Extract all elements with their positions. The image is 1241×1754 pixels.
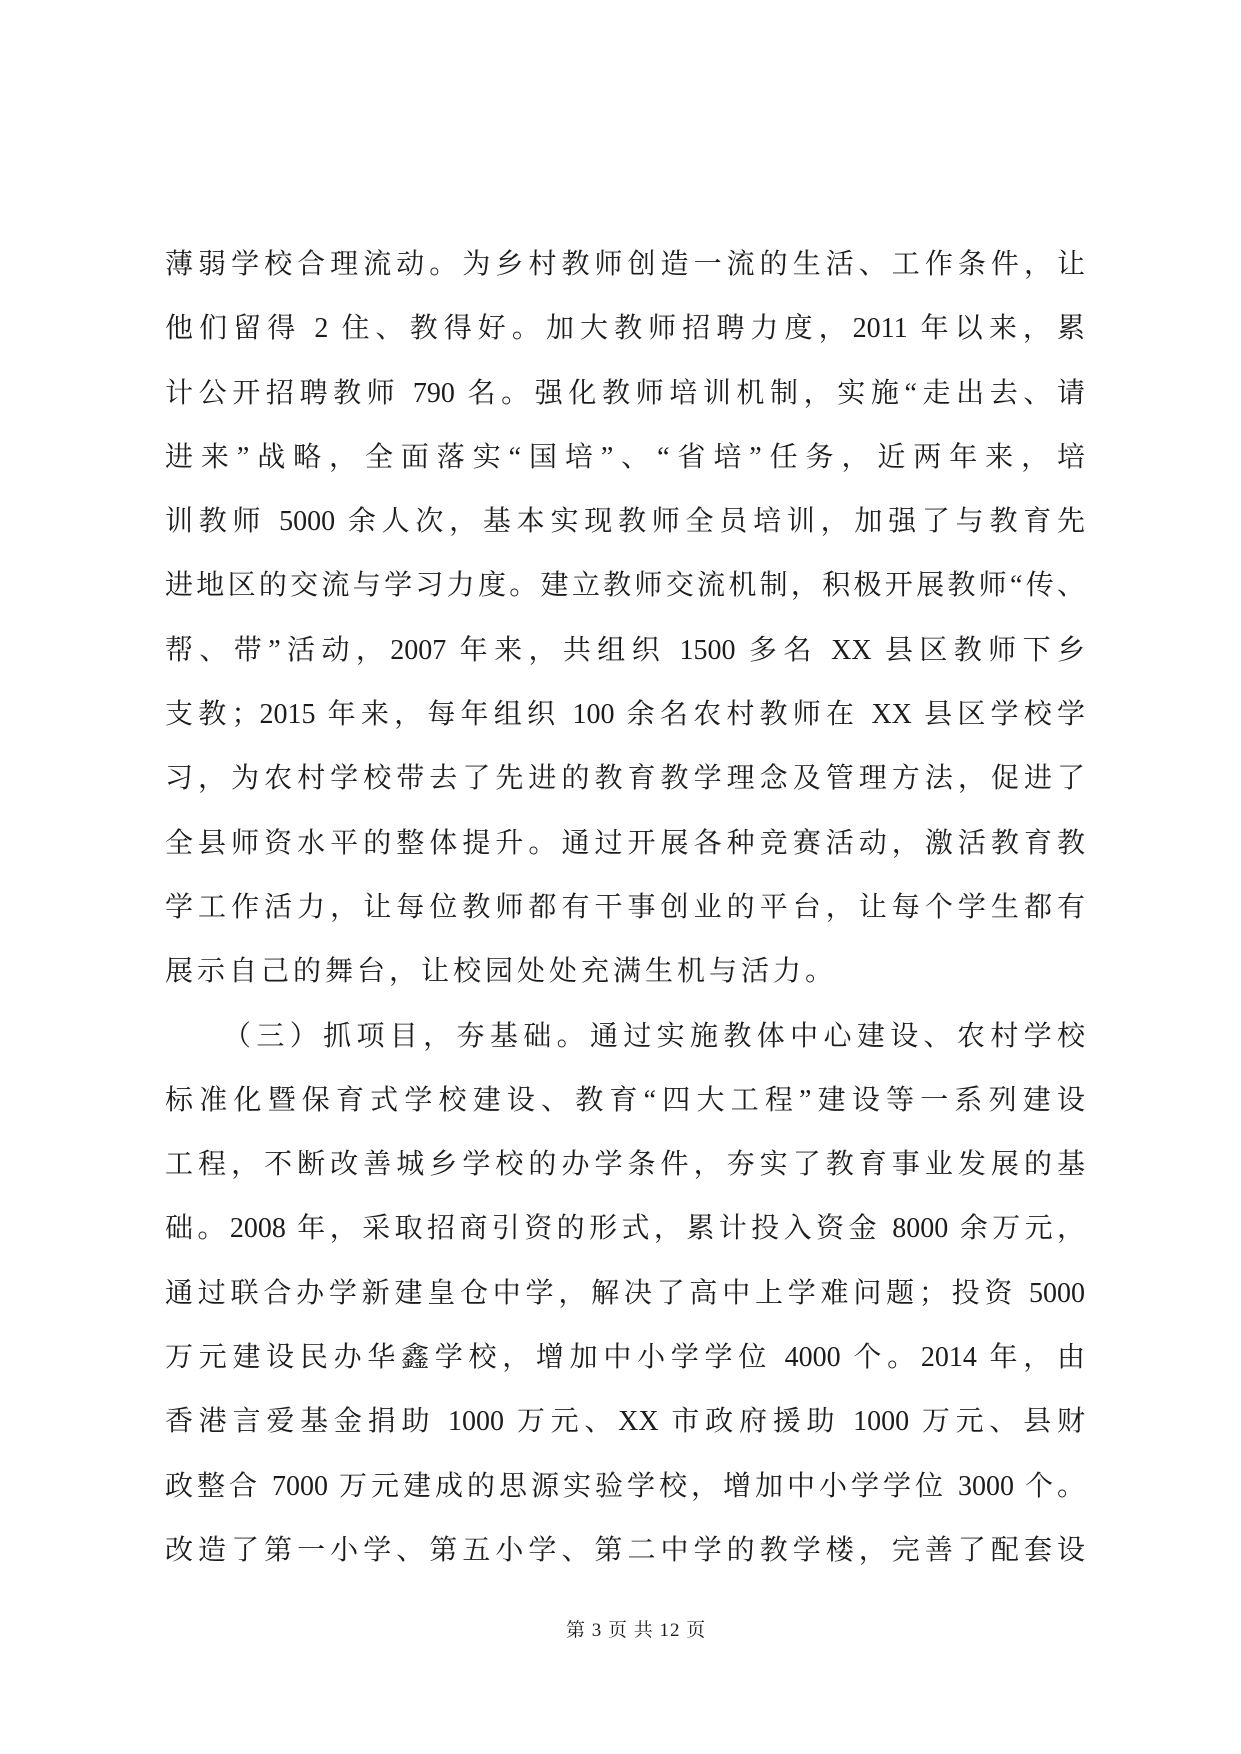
section-heading-line: （三）抓项目，夯基础。通过实施教体中心建设、农村学校 — [223, 1020, 1085, 1052]
text-line: 薄弱学校合理流动。为乡村教师创造一流的生活、工作条件，让 — [165, 249, 1085, 280]
body-paragraph — [165, 1005, 1085, 1584]
text-line: 万元建设民办华鑫学校，增加中小学学位 4000 个。2014 年，由 — [165, 1342, 1085, 1374]
text-line: 进地区的交流与学习力度。建立教师交流机制，积极开展教师“传、 — [165, 570, 1085, 602]
text-line: 标准化暨保育式学校建设、教育“四大工程”建设等一系列建设 — [165, 1084, 1085, 1116]
text-line: 进来”战略，全面落实“国培”、“省培”任务，近两年来，培 — [165, 441, 1085, 473]
text-line: 学工作活力，让每位教师都有干事创业的平台，让每个学生都有 — [165, 891, 1085, 923]
text-line: 改造了第一小学、第五小学、第二中学的教学楼，完善了配套设 — [165, 1534, 1085, 1566]
text-line: 通过联合办学新建皇仓中学，解决了高中上学难问题；投资 5000 — [165, 1277, 1085, 1309]
text-line: 帮、带”活动，2007 年来，共组织 1500 多名 XX 县区教师下乡 — [165, 634, 1085, 666]
page-number: 第 3 页 共 12 页 — [566, 1620, 707, 1641]
text-line: 他们留得 2 住、教得好。加大教师招聘力度，2011 年以来，累 — [165, 313, 1085, 345]
text-line: 展示自己的舞台，让校园处处充满生机与活力。 — [165, 956, 838, 988]
text-line: 工程，不断改善城乡学校的办学条件，夯实了教育事业发展的基 — [165, 1149, 1085, 1181]
text-line: 支教；2015 年来，每年组织 100 余名农村教师在 XX 县区学校学 — [165, 699, 1085, 731]
text-line: 香港言爱基金捐助 1000 万元、XX 市政府援助 1000 万元、县财 — [165, 1406, 1085, 1438]
text-line: 政整合 7000 万元建成的思源实验学校，增加中小学学位 3000 个。 — [165, 1470, 1085, 1502]
text-line: 训教师 5000 余人次，基本实现教师全员培训，加强了与教育先 — [165, 506, 1085, 538]
body-paragraph — [165, 233, 1085, 1005]
text-line: 计公开招聘教师 790 名。强化教师培训机制，实施“走出去、请 — [165, 377, 1085, 409]
page-footer — [566, 1618, 706, 1644]
body-text — [165, 233, 1085, 1583]
text-line: 习，为农村学校带去了先进的教育教学理念及管理方法，促进了 — [165, 763, 1085, 795]
text-line: 础。2008 年，采取招商引资的形式，累计投入资金 8000 余万元， — [165, 1213, 1085, 1245]
text-line: 全县师资水平的整体提升。通过开展各种竞赛活动，激活教育教 — [165, 827, 1085, 859]
